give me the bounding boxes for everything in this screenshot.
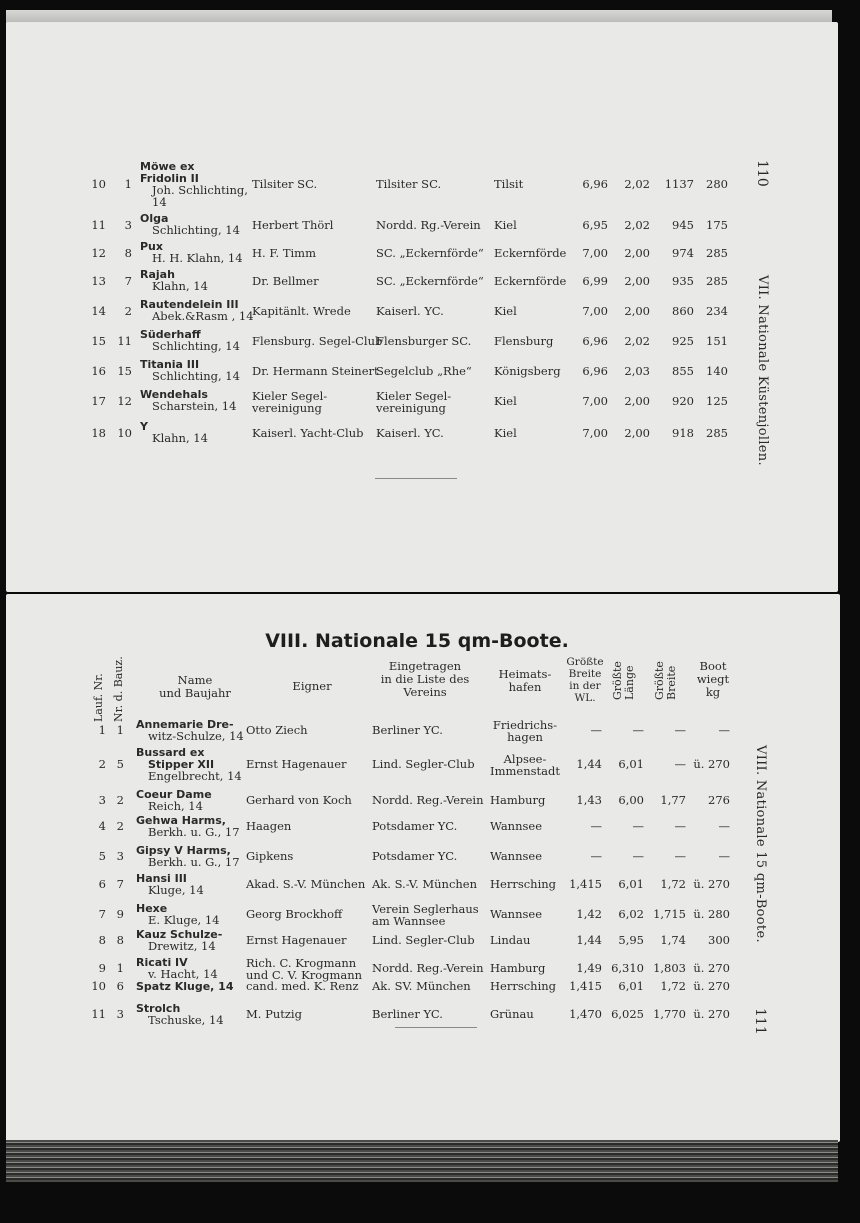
home-port: Flensburg <box>494 334 554 348</box>
header-breite-l1: Größte <box>653 661 666 700</box>
side-heading-top: VII. Nationale Küstenjollen. <box>755 275 770 466</box>
owner: cand. med. K. Renz <box>246 979 359 993</box>
boat-name: Coeur Dame <box>136 788 212 801</box>
header-weight-line: kg <box>705 685 721 699</box>
weight: ü. 270 <box>693 1007 730 1021</box>
club: Ak. S.-V. München <box>372 877 478 891</box>
owner: Gipkens <box>246 849 294 863</box>
sail-area: 918 <box>672 426 694 440</box>
header-owner: Eigner <box>292 679 332 693</box>
weight: — <box>718 849 730 863</box>
boat-name: Annemarie Dre- <box>136 718 234 731</box>
builder: Schlichting, 14 <box>152 369 240 383</box>
club: am Wannsee <box>372 914 446 928</box>
header-breite-wl <box>560 656 610 704</box>
length-wl: 7,00 <box>582 394 608 408</box>
breadth: 2,00 <box>624 274 650 288</box>
club: Verein Seglerhaus <box>372 902 479 916</box>
header-breite <box>654 661 678 700</box>
boat-name: Süderhaff <box>140 328 201 341</box>
header-bau: Nr. d. Bauz. <box>112 656 125 722</box>
home-port: Kiel <box>494 218 517 232</box>
breadth-wl: 1,415 <box>569 877 602 891</box>
length: 6,01 <box>618 979 644 993</box>
boat-name: Strolch <box>136 1002 181 1015</box>
row-bau-nr: 2 <box>124 304 132 318</box>
club: Segelclub „Rhe“ <box>376 364 472 378</box>
sail-area: 935 <box>672 274 694 288</box>
boat-name: Y <box>140 420 148 433</box>
breadth: 1,770 <box>653 1007 686 1021</box>
sail-area: 860 <box>672 304 694 318</box>
header-club-line: Vereins <box>403 685 447 699</box>
header-club-line: in die Liste des <box>380 672 470 686</box>
header-home <box>485 668 565 694</box>
row-lauf-nr: 11 <box>91 1007 106 1021</box>
builder: E. Kluge, 14 <box>148 913 220 927</box>
boat-name: Bussard ex <box>136 746 205 759</box>
breadth-wl: 1,44 <box>576 757 602 771</box>
builder: H. H. Klahn, 14 <box>152 251 243 265</box>
home-port: Wannsee <box>490 819 543 833</box>
boat-name: Pux <box>140 240 163 253</box>
row-lauf-nr: 16 <box>91 364 106 378</box>
length-wl: 7,00 <box>582 304 608 318</box>
boat-name: Ricati IV <box>136 956 188 969</box>
breadth: 2,03 <box>624 364 650 378</box>
row-lauf-nr: 9 <box>98 961 106 975</box>
weight: — <box>718 819 730 833</box>
sail-area: 925 <box>672 334 694 348</box>
row-lauf-nr: 13 <box>91 274 106 288</box>
weight: 234 <box>706 304 728 318</box>
header-weight-line: Boot <box>699 659 727 673</box>
row-bau-nr: 3 <box>124 218 132 232</box>
breadth: — <box>674 723 686 737</box>
club: Potsdamer YC. <box>372 849 458 863</box>
builder: Klahn, 14 <box>152 279 208 293</box>
row-lauf-nr: 10 <box>91 979 106 993</box>
breadth: — <box>674 819 686 833</box>
row-lauf-nr: 6 <box>98 877 106 891</box>
boat-name: Hansi III <box>136 872 187 885</box>
builder: Kluge, 14 <box>148 883 204 897</box>
length: 6,025 <box>611 1007 644 1021</box>
weight: ü. 270 <box>693 877 730 891</box>
owner: Rich. C. Krogmann <box>246 956 357 970</box>
builder: v. Hacht, 14 <box>148 967 218 981</box>
boat-name: Kauz Schulze- <box>136 928 223 941</box>
boat-name: Rautendelein III <box>140 298 239 311</box>
sail-area: 945 <box>672 218 694 232</box>
boat-name: Gehwa Harms, <box>136 814 226 827</box>
home-port: Eckernförde <box>494 274 567 288</box>
length: 6,02 <box>618 907 644 921</box>
owner: Gerhard von Koch <box>246 793 352 807</box>
sail-area: 1137 <box>664 177 694 191</box>
owner: Dr. Hermann Steinert <box>252 364 379 378</box>
length-wl: 7,00 <box>582 246 608 260</box>
row-lauf-nr: 4 <box>98 819 106 833</box>
builder: Schlichting, 14 <box>152 339 240 353</box>
header-name-line: und Baujahr <box>159 686 231 700</box>
breadth-wl: 1,415 <box>569 979 602 993</box>
length: 6,01 <box>618 757 644 771</box>
club: Kaiserl. YC. <box>376 426 444 440</box>
builder: Drewitz, 14 <box>148 939 216 953</box>
builder: Reich, 14 <box>148 799 203 813</box>
header-breite-wl-line: Breite <box>568 668 602 680</box>
row-lauf-nr: 14 <box>91 304 106 318</box>
owner: Otto Ziech <box>246 723 308 737</box>
builder: witz-Schulze, 14 <box>148 729 244 743</box>
breadth: 1,77 <box>660 793 686 807</box>
club: Lind. Segler-Club <box>372 933 475 947</box>
club: SC. „Eckernförde“ <box>376 274 484 288</box>
home-port: Lindau <box>490 933 531 947</box>
weight: ü. 270 <box>693 757 730 771</box>
header-breite-wl-line: Größte <box>566 656 604 668</box>
header-club <box>365 660 485 699</box>
breadth-wl: 1,42 <box>576 907 602 921</box>
row-bau-nr: 8 <box>116 933 124 947</box>
owner: Kapitänlt. Wrede <box>252 304 351 318</box>
club: vereinigung <box>376 401 446 415</box>
length: — <box>632 849 644 863</box>
weight: — <box>718 723 730 737</box>
home-port: Kiel <box>494 394 517 408</box>
owner: Kieler Segel- <box>252 389 328 403</box>
home-port: Hamburg <box>490 793 546 807</box>
row-bau-nr: 2 <box>116 793 124 807</box>
length: 6,310 <box>611 961 644 975</box>
weight: 175 <box>706 218 728 232</box>
side-heading-bottom: VIII. Nationale 15 qm-Boote. <box>753 745 768 943</box>
breadth-wl: 1,470 <box>569 1007 602 1021</box>
length: — <box>632 723 644 737</box>
club: Lind. Segler-Club <box>372 757 475 771</box>
weight: 276 <box>708 793 730 807</box>
boat-name: Wendehals <box>140 388 208 401</box>
header-home-line: Heimats- <box>498 667 552 681</box>
club: Berliner YC. <box>372 1007 443 1021</box>
breadth-wl: — <box>590 819 602 833</box>
header-name-line: Name <box>177 673 213 687</box>
row-bau-nr: 12 <box>117 394 132 408</box>
home-port: Grünau <box>490 1007 534 1021</box>
home-port: Königsberg <box>494 364 561 378</box>
club: Kaiserl. YC. <box>376 304 444 318</box>
row-bau-nr: 1 <box>116 723 124 737</box>
club: Nordd. Reg.-Verein <box>372 961 484 975</box>
row-bau-nr: 11 <box>117 334 132 348</box>
boat-name: Gipsy V Harms, <box>136 844 231 857</box>
page-number-bottom: 111 <box>752 1008 768 1035</box>
home-port: hagen <box>507 730 543 744</box>
builder: Scharstein, 14 <box>152 399 237 413</box>
builder: 14 <box>152 195 167 209</box>
home-port: Wannsee <box>490 849 543 863</box>
breadth: 2,02 <box>624 218 650 232</box>
builder: Joh. Schlichting, <box>152 183 248 197</box>
owner: Georg Brockhoff <box>246 907 343 921</box>
row-bau-nr: 5 <box>116 757 124 771</box>
weight: 285 <box>706 246 728 260</box>
breadth-wl: 1,43 <box>576 793 602 807</box>
breadth: — <box>674 757 686 771</box>
sail-area: 855 <box>672 364 694 378</box>
owner: Tilsiter SC. <box>252 177 318 191</box>
row-lauf-nr: 15 <box>91 334 106 348</box>
home-port: Friedrichs- <box>492 718 558 732</box>
boat-name: Fridolin II <box>140 172 199 185</box>
owner: Kaiserl. Yacht-Club <box>252 426 364 440</box>
length-wl: 6,96 <box>582 334 608 348</box>
header-club-line: Eingetragen <box>388 659 462 673</box>
home-port: Herrsching <box>490 979 557 993</box>
row-bau-nr: 7 <box>116 877 124 891</box>
weight: 285 <box>706 426 728 440</box>
row-bau-nr: 1 <box>124 177 132 191</box>
row-lauf-nr: 18 <box>91 426 106 440</box>
boat-name: Möwe ex <box>140 160 195 173</box>
row-bau-nr: 1 <box>116 961 124 975</box>
header-home-line: hafen <box>508 680 542 694</box>
header-laenge <box>612 661 636 700</box>
length-wl: 6,99 <box>582 274 608 288</box>
club: Kieler Segel- <box>376 389 452 403</box>
weight: ü. 280 <box>693 907 730 921</box>
header-laenge-l1: Größte <box>611 661 624 700</box>
boat-name: Rajah <box>140 268 175 281</box>
home-port: Alpsee- <box>503 752 547 766</box>
boat-name: Olga <box>140 212 169 225</box>
breadth: 2,00 <box>624 246 650 260</box>
length-wl: 6,96 <box>582 177 608 191</box>
breadth: 2,00 <box>624 426 650 440</box>
length-wl: 6,95 <box>582 218 608 232</box>
header-breite-wl-line: WL. <box>574 692 596 704</box>
header-breite-wl-line: in der <box>569 680 601 692</box>
home-port: Kiel <box>494 426 517 440</box>
owner: und C. V. Krogmann <box>246 968 363 982</box>
length: 5,95 <box>618 933 644 947</box>
boat-name: Titania III <box>140 358 200 371</box>
length: 6,01 <box>618 877 644 891</box>
club: Ak. SV. München <box>372 979 471 993</box>
row-bau-nr: 3 <box>116 1007 124 1021</box>
breadth: 2,02 <box>624 334 650 348</box>
sail-area: 974 <box>672 246 694 260</box>
header-weight-line: wiegt <box>696 672 730 686</box>
length: 6,00 <box>618 793 644 807</box>
owner: H. F. Timm <box>252 246 316 260</box>
club: Nordd. Reg.-Verein <box>372 793 484 807</box>
row-bau-nr: 9 <box>116 907 124 921</box>
row-lauf-nr: 12 <box>91 246 106 260</box>
length-wl: 7,00 <box>582 426 608 440</box>
weight: ü. 270 <box>693 961 730 975</box>
weight: 280 <box>706 177 728 191</box>
length: — <box>632 819 644 833</box>
row-lauf-nr: 8 <box>98 933 106 947</box>
club: Potsdamer YC. <box>372 819 458 833</box>
row-lauf-nr: 10 <box>91 177 106 191</box>
owner: vereinigung <box>252 401 322 415</box>
breadth: — <box>674 849 686 863</box>
boat-name: Hexe <box>136 902 168 915</box>
builder: Abek.&Rasm , 14 <box>152 309 254 323</box>
section-rule <box>375 478 457 479</box>
boat-name: Stipper XII <box>148 758 215 771</box>
closing-rule <box>395 1027 477 1028</box>
row-lauf-nr: 2 <box>98 757 106 771</box>
club: Nordd. Rg.-Verein <box>376 218 481 232</box>
home-port: Kiel <box>494 304 517 318</box>
breadth: 1,803 <box>653 961 686 975</box>
header-lauf: Lauf. Nr. <box>92 673 105 722</box>
home-port: Hamburg <box>490 961 546 975</box>
club: Berliner YC. <box>372 723 443 737</box>
header-laenge-l2: Länge <box>623 665 636 700</box>
breadth: 1,72 <box>660 979 686 993</box>
owner: Dr. Bellmer <box>252 274 319 288</box>
weight: 151 <box>706 334 728 348</box>
row-lauf-nr: 1 <box>98 723 106 737</box>
breadth: 1,74 <box>660 933 686 947</box>
row-bau-nr: 15 <box>117 364 132 378</box>
breadth-wl: 1,44 <box>576 933 602 947</box>
owner: Ernst Hagenauer <box>246 757 347 771</box>
owner: Ernst Hagenauer <box>246 933 347 947</box>
builder: Engelbrecht, 14 <box>148 769 242 783</box>
owner: Akad. S.-V. München <box>246 877 366 891</box>
page-number-top: 110 <box>754 160 770 187</box>
breadth: 2,00 <box>624 394 650 408</box>
owner: Flensburg. Segel-Club <box>252 334 383 348</box>
owner: Haagen <box>246 819 292 833</box>
row-lauf-nr: 11 <box>91 218 106 232</box>
weight: 125 <box>706 394 728 408</box>
weight: ü. 270 <box>693 979 730 993</box>
owner: M. Putzig <box>246 1007 302 1021</box>
row-bau-nr: 10 <box>117 426 132 440</box>
weight: 140 <box>706 364 728 378</box>
breadth: 2,00 <box>624 304 650 318</box>
boat-name: Spatz Kluge, 14 <box>136 980 234 993</box>
header-breite-l2: Breite <box>665 665 678 700</box>
row-bau-nr: 8 <box>124 246 132 260</box>
row-bau-nr: 6 <box>116 979 124 993</box>
home-port: Wannsee <box>490 907 543 921</box>
page-title: VIII. Nationale 15 qm-Boote. <box>265 630 569 652</box>
length-wl: 6,96 <box>582 364 608 378</box>
header-weight <box>690 660 736 699</box>
home-port: Tilsit <box>494 177 524 191</box>
builder: Klahn, 14 <box>152 431 208 445</box>
row-lauf-nr: 5 <box>98 849 106 863</box>
breadth-wl: — <box>590 723 602 737</box>
breadth-wl: — <box>590 849 602 863</box>
builder: Berkh. u. G., 17 <box>148 825 240 839</box>
club: SC. „Eckernförde“ <box>376 246 484 260</box>
row-lauf-nr: 3 <box>98 793 106 807</box>
page-stack-bottom-edge <box>6 1140 838 1182</box>
breadth: 1,72 <box>660 877 686 891</box>
owner: Herbert Thörl <box>252 218 334 232</box>
row-lauf-nr: 7 <box>98 907 106 921</box>
breadth-wl: 1,49 <box>576 961 602 975</box>
weight: 300 <box>708 933 730 947</box>
home-port: Herrsching <box>490 877 557 891</box>
club: Flensburger SC. <box>376 334 472 348</box>
builder: Schlichting, 14 <box>152 223 240 237</box>
home-port: Immenstadt <box>490 764 560 778</box>
home-port: Eckernförde <box>494 246 567 260</box>
breadth: 2,02 <box>624 177 650 191</box>
club: Tilsiter SC. <box>376 177 442 191</box>
breadth: 1,715 <box>653 907 686 921</box>
builder: Berkh. u. G., 17 <box>148 855 240 869</box>
row-bau-nr: 7 <box>124 274 132 288</box>
weight: 285 <box>706 274 728 288</box>
header-name <box>140 674 250 700</box>
row-lauf-nr: 17 <box>91 394 106 408</box>
row-bau-nr: 3 <box>116 849 124 863</box>
row-bau-nr: 2 <box>116 819 124 833</box>
sail-area: 920 <box>672 394 694 408</box>
builder: Tschuske, 14 <box>148 1013 224 1027</box>
